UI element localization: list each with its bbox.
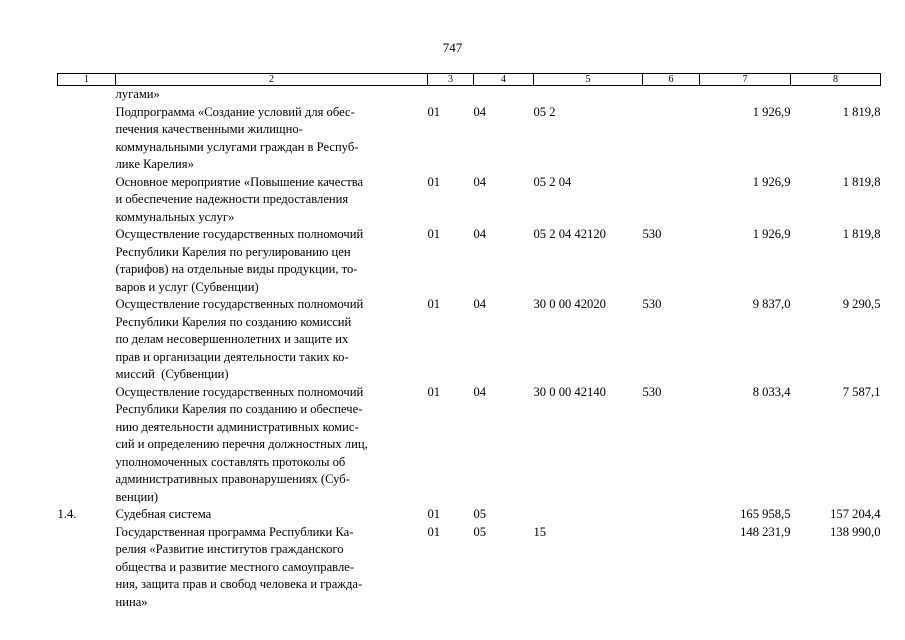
table-row xyxy=(58,226,881,296)
expense-type-code xyxy=(643,524,700,612)
section-code: 01 xyxy=(427,384,441,399)
item-name xyxy=(116,384,428,507)
name-line: ния, защита прав и свобод человека и гражда- xyxy=(115,577,363,591)
expense-type-code xyxy=(643,86,700,104)
name-line: Судебная система xyxy=(115,507,212,521)
subsection-code xyxy=(474,86,534,104)
name-line: Осуществление государственных полномочий xyxy=(115,297,364,311)
header-col-8: 8 xyxy=(791,74,881,86)
header-col-7: 7 xyxy=(700,74,791,86)
subsection-code: 04 xyxy=(473,297,487,311)
name-line: Республики Карелия по регулированию цен xyxy=(115,244,351,259)
amount-col-7: 1 926,9 xyxy=(752,227,791,241)
name-line: уполномоченных составлять протоколы об xyxy=(115,454,346,469)
target-article-code: 30 0 00 42020 xyxy=(533,297,606,311)
expense-type-code xyxy=(643,506,700,524)
name-line: нина» xyxy=(115,594,148,609)
name-line: Подпрограмма «Создание условий для обес- xyxy=(115,104,355,119)
subsection-code: 04 xyxy=(473,384,487,399)
amount-col-7 xyxy=(700,86,791,104)
amount-col-7: 9 837,0 xyxy=(752,297,791,311)
section-code: 01 xyxy=(427,174,441,189)
target-article-code: 05 2 xyxy=(533,104,556,119)
item-name xyxy=(116,104,428,174)
expense-type-code xyxy=(643,174,700,227)
section-code xyxy=(428,86,474,104)
name-line: (тарифов) на отдельные виды продукции, то- xyxy=(115,262,358,276)
amount-col-7: 1 926,9 xyxy=(752,104,791,119)
target-article-code: 05 2 04 42120 xyxy=(533,227,606,241)
header-col-4: 4 xyxy=(474,74,534,86)
name-line: и обеспечение надежности предоставления xyxy=(115,192,349,206)
subsection-code: 04 xyxy=(473,227,487,241)
section-number xyxy=(58,86,116,104)
section-code: 01 xyxy=(427,104,441,119)
item-name xyxy=(116,226,428,296)
name-line: коммунальных услуг» xyxy=(115,209,235,224)
table-row xyxy=(58,506,881,524)
amount-col-8 xyxy=(791,86,881,104)
section-number: 1.4. xyxy=(57,507,77,521)
item-name xyxy=(116,86,428,104)
section-number xyxy=(58,226,116,296)
section-number xyxy=(58,384,116,507)
item-name xyxy=(116,524,428,612)
expense-type-code: 530 xyxy=(642,297,662,311)
item-name xyxy=(116,296,428,384)
name-line: лугами» xyxy=(115,87,160,101)
table-row xyxy=(58,174,881,227)
name-line: Государственная программа Республики Ка- xyxy=(115,524,354,539)
name-line: Осуществление государственных полномочий xyxy=(115,227,364,241)
name-line: общества и развитие местного самоуправле- xyxy=(115,559,355,574)
amount-col-8: 157 204,4 xyxy=(830,507,881,521)
section-number xyxy=(58,524,116,612)
table-row xyxy=(58,384,881,507)
amount-col-7: 165 958,5 xyxy=(740,507,791,521)
amount-col-8: 9 290,5 xyxy=(842,297,881,311)
section-number xyxy=(58,174,116,227)
section-code: 01 xyxy=(427,227,441,241)
amount-col-8: 7 587,1 xyxy=(842,384,881,399)
name-line: Осуществление государственных полномочий xyxy=(115,384,364,399)
table-row xyxy=(58,86,881,104)
name-line: по делам несовершеннолетних и защите их xyxy=(115,332,349,346)
expense-type-code: 530 xyxy=(642,384,662,399)
name-line: печения качественными жилищно- xyxy=(115,122,303,136)
subsection-code: 05 xyxy=(473,507,487,521)
amount-col-8: 138 990,0 xyxy=(830,524,881,539)
header-col-6: 6 xyxy=(643,74,700,86)
name-line: венции) xyxy=(115,489,159,504)
amount-col-8: 1 819,8 xyxy=(842,104,881,119)
target-article-code: 15 xyxy=(533,524,547,539)
amount-col-8: 1 819,8 xyxy=(842,174,881,189)
target-article-code xyxy=(534,86,643,104)
header-col-1: 1 xyxy=(58,74,116,86)
name-line: прав и организации деятельности таких ко- xyxy=(115,349,349,364)
name-line: Республики Карелия по созданию комиссий xyxy=(115,314,352,329)
subsection-code: 04 xyxy=(473,174,487,189)
amount-col-7: 8 033,4 xyxy=(752,384,791,399)
name-line: Республики Карелия по созданию и обеспече- xyxy=(115,402,363,416)
section-code: 01 xyxy=(427,524,441,539)
amount-col-7: 148 231,9 xyxy=(740,524,791,539)
section-number xyxy=(58,104,116,174)
expense-type-code xyxy=(643,104,700,174)
header-col-2: 2 xyxy=(116,74,428,86)
subsection-code: 05 xyxy=(473,524,487,539)
table-row xyxy=(58,104,881,174)
table-row xyxy=(58,296,881,384)
name-line: Основное мероприятие «Повышение качества xyxy=(115,174,364,189)
section-number xyxy=(58,296,116,384)
item-name xyxy=(116,174,428,227)
name-line: миссий (Субвенции) xyxy=(115,367,229,381)
section-code: 01 xyxy=(427,507,441,521)
name-line: варов и услуг (Субвенции) xyxy=(115,279,259,294)
target-article-code: 05 2 04 xyxy=(533,174,572,189)
budget-table xyxy=(57,73,881,611)
subsection-code: 04 xyxy=(473,104,487,119)
name-line: нию деятельности административных комис- xyxy=(115,419,359,434)
header-col-5: 5 xyxy=(534,74,643,86)
name-line: релия «Развитие институтов гражданского xyxy=(115,542,344,556)
name-line: коммунальными услугами граждан в Респуб- xyxy=(115,139,359,154)
name-line: сий и определению перечня должностных лиц, xyxy=(115,437,368,451)
name-line: лике Карелия» xyxy=(115,157,194,171)
item-name xyxy=(116,506,428,524)
target-article-code: 30 0 00 42140 xyxy=(533,384,606,399)
column-number-header xyxy=(58,74,881,86)
target-article-code xyxy=(534,506,643,524)
page-number: 747 xyxy=(442,40,463,55)
amount-col-8: 1 819,8 xyxy=(842,227,881,241)
section-code: 01 xyxy=(427,297,441,311)
table-row xyxy=(58,524,881,612)
amount-col-7: 1 926,9 xyxy=(752,174,791,189)
header-col-3: 3 xyxy=(428,74,474,86)
expense-type-code: 530 xyxy=(642,227,662,241)
name-line: административных правонарушениях (Суб- xyxy=(115,472,350,486)
